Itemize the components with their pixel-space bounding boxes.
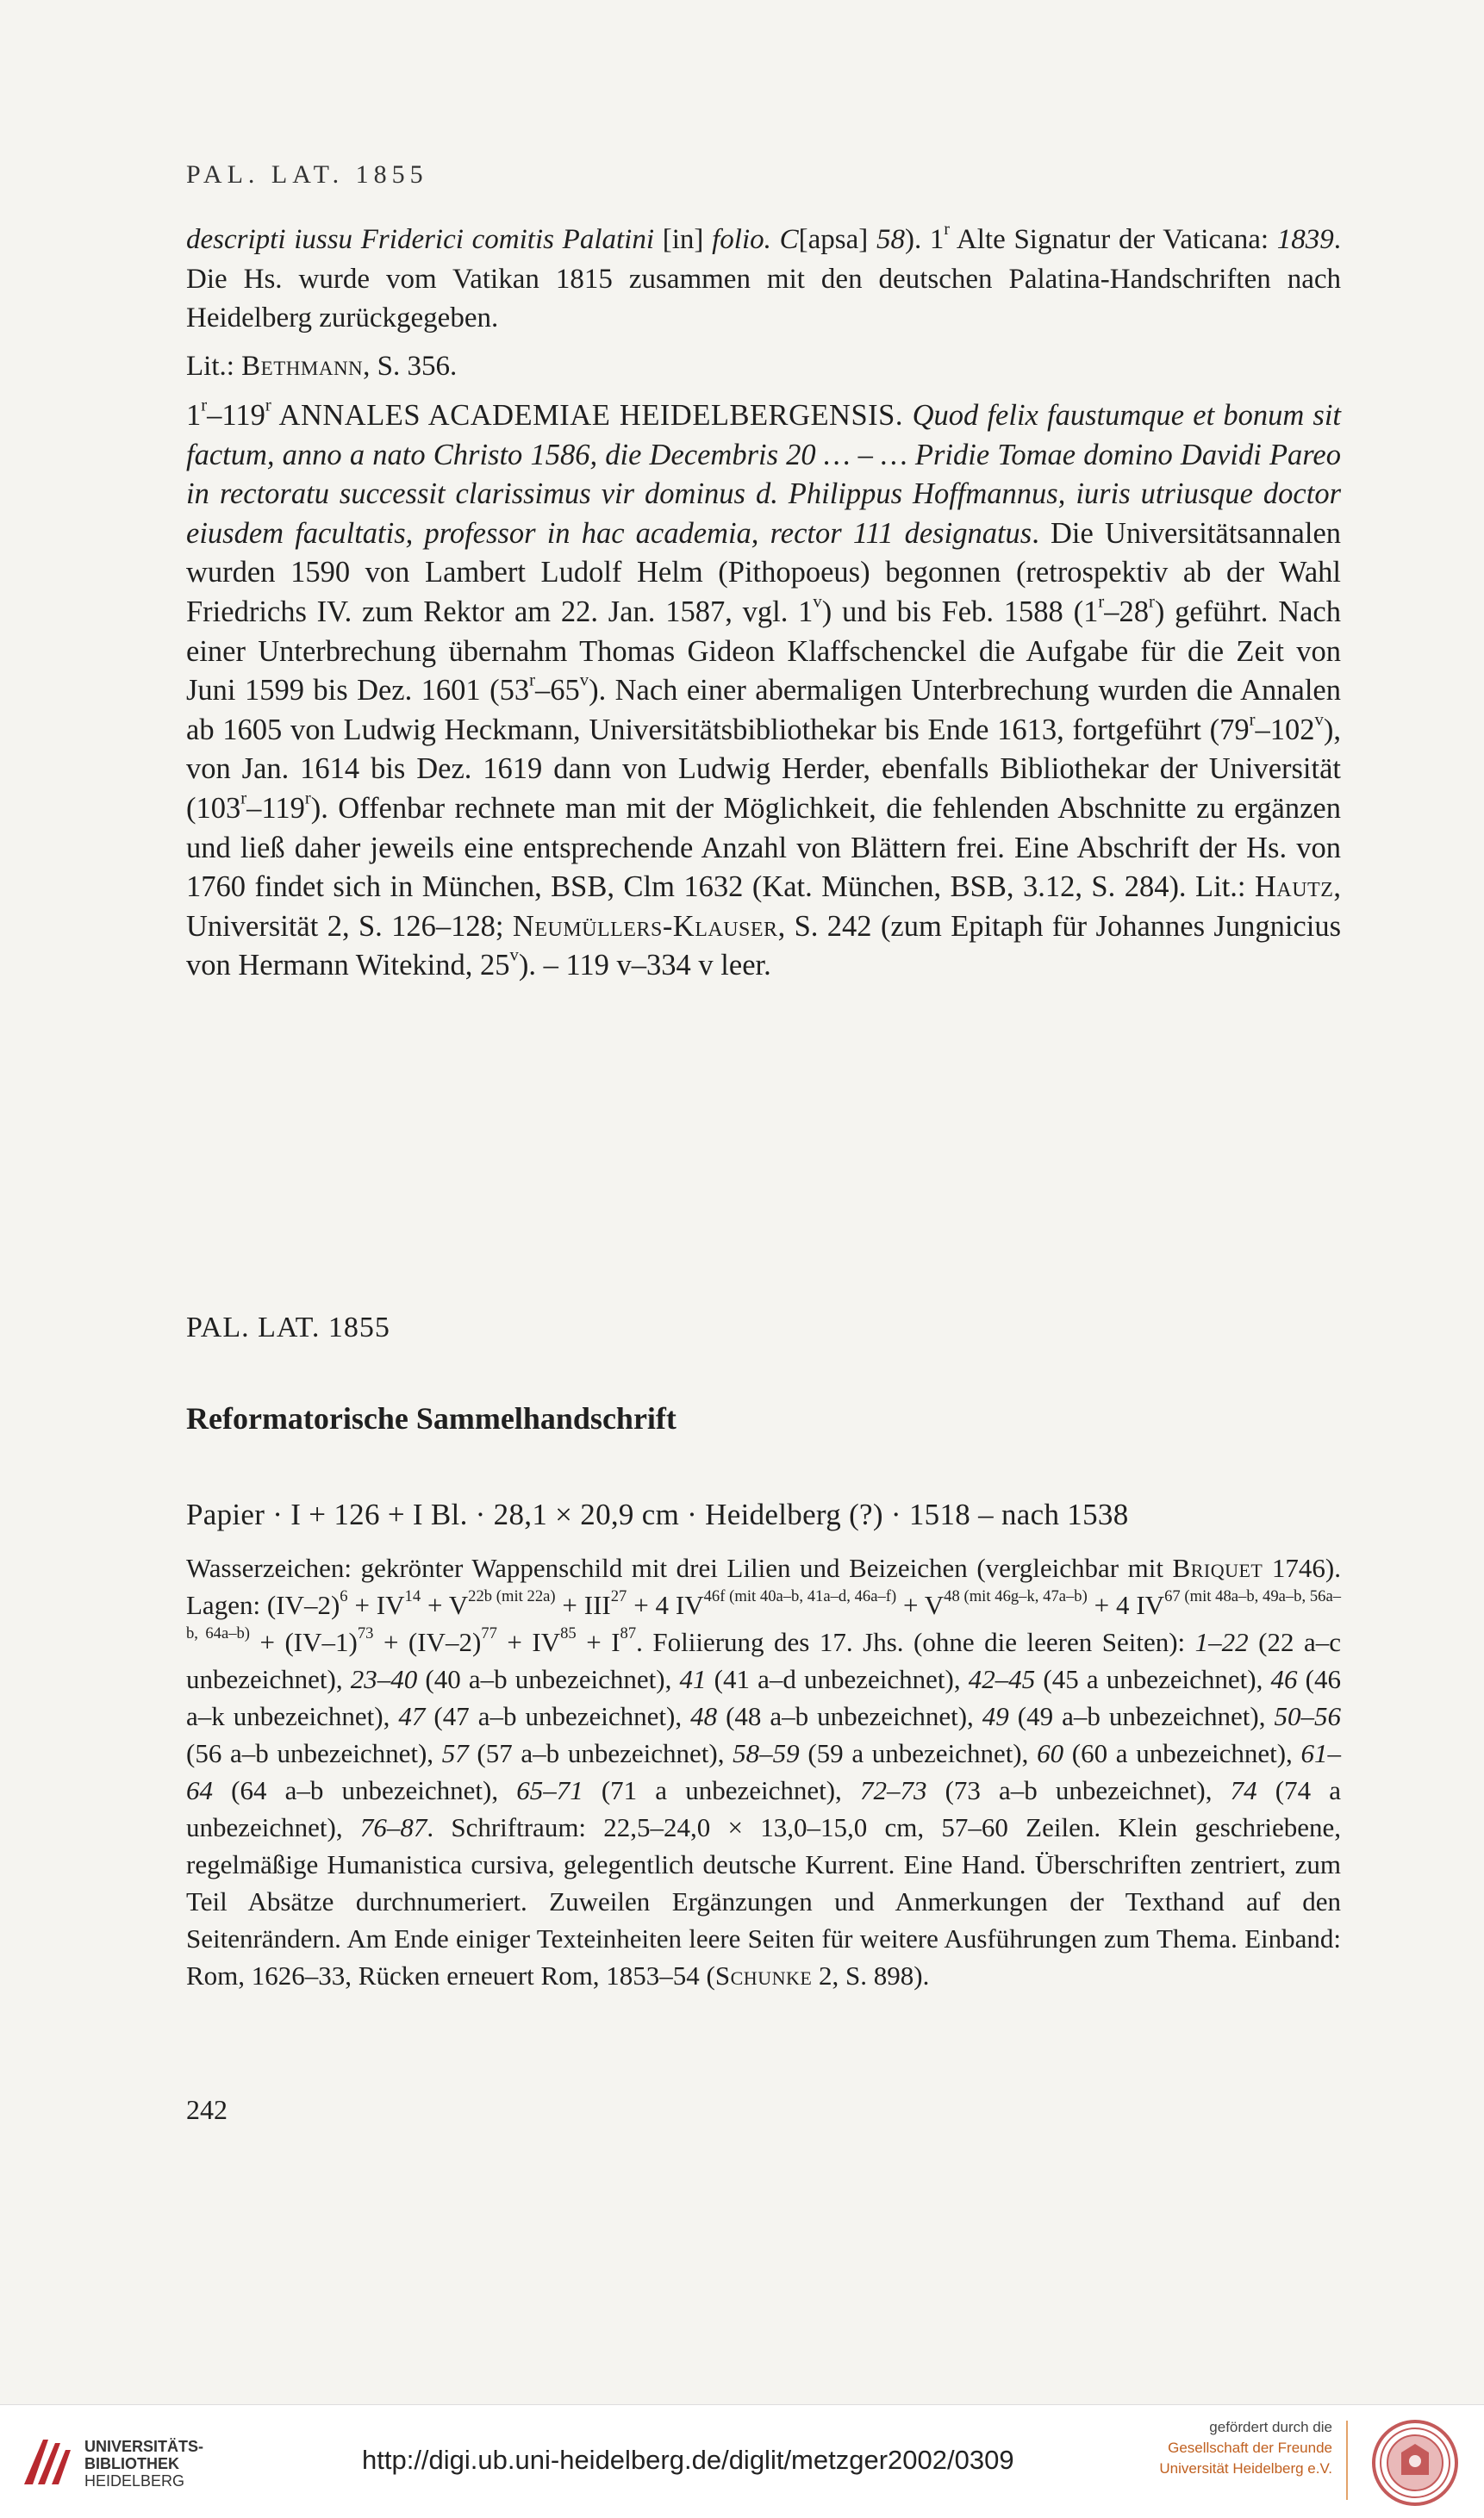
superscript-text: 67 (mit 48a–b, 49a–b, 56a–b, 64a–b)	[186, 1587, 1342, 1643]
text-run: (74 a unbezeichnet),	[186, 1775, 1342, 1842]
text-run: (57 a–b unbezeichnet),	[468, 1738, 733, 1768]
text-run: (73 a–b unbezeichnet),	[926, 1775, 1231, 1805]
text-run: 1	[186, 399, 202, 432]
text-run: + V	[896, 1590, 945, 1620]
text-run: , S. 242 (zum Epitaph für Johannes Jungnicius von Hermann Witekind, 25	[186, 909, 1342, 982]
text-run: C	[770, 224, 799, 255]
superscript-text: r	[1249, 710, 1256, 730]
text-run: (47 a–b unbezeichnet),	[425, 1701, 691, 1731]
text-run: 65–71	[516, 1775, 583, 1805]
text-run: 58–59	[733, 1738, 800, 1768]
annales-paragraph	[186, 396, 1341, 986]
text-run: –65	[535, 674, 580, 707]
text-run: (48 a–b unbezeichnet),	[717, 1701, 982, 1731]
text-run: Alte Signatur der Vaticana:	[950, 224, 1277, 255]
text-run: ). Offenbar rechnete man mit der Möglichkeit, die fehlenden Abschnitte zu ergänzen und ließ daher jeweils eine entsprechende Anzahl von Blättern frei. Eine Abschrift der Hs. von 1760 findet sich in München, BSB, Clm 1632 (Kat. München, BSB, 3.12, S. 284). Lit.:	[186, 791, 1341, 904]
text-run: (41 a–d unbezeichnet),	[706, 1664, 969, 1694]
superscript-text: r	[1098, 592, 1105, 612]
text-run: . Die Hs. wurde vom Vatikan 1815 zusammen mit den deutschen Palatina-Handschriften nach Heidelberg zurückgegeben.	[186, 224, 1341, 333]
text-run: 50–56	[1274, 1701, 1341, 1731]
lit-rest: , S. 356.	[363, 350, 458, 382]
previous-entry	[186, 221, 1341, 986]
text-run: folio.	[712, 224, 771, 255]
text-run: 42–45	[968, 1664, 1036, 1694]
superscript-text: 46f (mit 40a–b, 41a–d, 46a–f)	[703, 1587, 897, 1606]
superscript-text: 77	[481, 1624, 497, 1643]
text-run: Briquet	[1172, 1553, 1263, 1583]
permalink-url[interactable]: http://digi.ub.uni-heidelberg.de/diglit/metzger2002/0309	[362, 2445, 1014, 2475]
entry-heading: Reformatorische Sammelhandschrift	[186, 1401, 677, 1436]
sponsor-org: Gesellschaft der Freunde	[1168, 2440, 1332, 2456]
text-run: 46	[1270, 1664, 1298, 1694]
superscript-text: v	[813, 592, 822, 612]
text-run: ). – 119 v–334 v leer.	[518, 949, 771, 982]
text-run: + I	[576, 1627, 620, 1657]
sponsor-credit	[1159, 2417, 1332, 2479]
text-run: 2, S. 898).	[812, 1960, 930, 1991]
text-run: 57	[441, 1738, 469, 1768]
superscript-text: r	[529, 670, 535, 690]
text-run: + III	[555, 1590, 611, 1620]
text-run: 1–22	[1194, 1627, 1249, 1657]
superscript-text: v	[509, 945, 519, 965]
footer-divider	[1346, 2421, 1348, 2500]
text-run: Hautz	[1254, 870, 1334, 904]
text-run: Schunke	[714, 1960, 813, 1991]
superscript-text: 73	[357, 1624, 374, 1643]
entry-specs: Papier · I + 126 + I Bl. · 28,1 × 20,9 cm · Heidelberg (?) · 1518 – nach 1538	[186, 1498, 1129, 1531]
text-run: (22 a–c unbezeichnet),	[186, 1627, 1341, 1694]
text-run: 60	[1037, 1738, 1064, 1768]
text-run: [in]	[654, 224, 713, 255]
superscript-text: 27	[610, 1587, 627, 1606]
text-run: (60 a unbezeichnet),	[1063, 1738, 1301, 1768]
text-run: 1746). Lagen: (IV–2)	[186, 1553, 1341, 1620]
library-name	[84, 2438, 203, 2490]
text-run: 49	[982, 1701, 1009, 1731]
text-run: + (IV–2)	[373, 1627, 482, 1657]
text-run: Quod felix faustumque et bonum sit factum, anno a nato Christo 1586, die Decembris 20 … – … Pridie Tomae domino Davidi Pareo in rectoratu successit clarissimus vir dominus d. Philippus Hoffmannus, iuris utriusque doctor eiusdem facultatis, professor in hac academia, rector 111 designatus	[186, 399, 1342, 550]
text-run: –119	[246, 791, 305, 825]
ub-logo-icon[interactable]	[17, 2431, 78, 2491]
text-run: (46 a–k unbezeichnet),	[186, 1664, 1341, 1731]
text-run: ANNALES ACADEMIAE HEIDELBERGENSIS.	[271, 399, 913, 432]
text-run: Neumüllers-Klauser	[512, 909, 778, 943]
sponsor-org: Universität Heidelberg e.V.	[1159, 2460, 1332, 2477]
superscript-text: 6	[340, 1587, 348, 1606]
entry-note-paragraph	[186, 221, 1341, 339]
running-head: PAL. LAT. 1855	[186, 160, 428, 189]
entry-description	[186, 1549, 1341, 1994]
folio-sup: r	[944, 220, 951, 240]
library-line: BIBLIOTHEK	[84, 2455, 179, 2472]
description-paragraph	[186, 1549, 1341, 1994]
text-run: 47	[398, 1701, 426, 1731]
library-line: UNIVERSITÄTS-	[84, 2438, 204, 2455]
text-run: ), von Jan. 1614 bis Dez. 1619 dann von Ludwig Herder, ebenfalls Bibliothekar der Universität (103	[186, 713, 1341, 825]
text-run: (45 a unbezeichnet),	[1035, 1664, 1271, 1694]
text-run: 76–87	[359, 1812, 427, 1842]
text-run: 1839	[1276, 224, 1334, 255]
superscript-text: r	[304, 788, 311, 808]
text-run: descripti iussu Friderici comitis Palatini	[186, 224, 655, 255]
text-run: –102	[1255, 713, 1315, 746]
text-run: + (IV–1)	[249, 1627, 358, 1657]
text-run: 58	[876, 224, 905, 255]
text-run: (56 a–b unbezeichnet),	[186, 1738, 442, 1768]
text-run: 48	[690, 1701, 718, 1731]
text-run: . Schriftraum: 22,5–24,0 × 13,0–15,0 cm, 57–60 Zeilen. Klein geschriebene, regelmäßige Humanistica cursiva, gelegentlich deutsche Kurrent. Eine Hand. Überschriften zentriert, zum Teil Absätze durchnumeriert. Zuweilen Ergänzungen und Anmerkungen der Texthand auf den Seitenrändern. Am Ende einiger Texteinheiten leere Seiten für weitere Ausführungen zum Thema. Einband: Rom, 1626–33, Rücken erneuert Rom, 1853–54 (	[186, 1812, 1341, 1991]
superscript-text: r	[1148, 592, 1155, 612]
page-number: 242	[186, 2094, 228, 2125]
text-run: + 4 IV	[1087, 1590, 1165, 1620]
text-run: (64 a–b unbezeichnet),	[213, 1775, 517, 1805]
superscript-text: r	[201, 396, 208, 415]
superscript-text: v	[579, 670, 589, 690]
text-run: 41	[679, 1664, 707, 1694]
text-run: ). 1	[904, 224, 945, 255]
text-run: + 4 IV	[627, 1590, 704, 1620]
text-run: 23–40	[350, 1664, 418, 1694]
literature-line	[186, 347, 1341, 387]
text-run: 74	[1230, 1775, 1257, 1805]
text-run: –119	[207, 399, 265, 432]
university-seal-icon[interactable]	[1365, 2418, 1465, 2508]
footer-bar	[0, 2404, 1484, 2518]
superscript-text: 14	[404, 1587, 421, 1606]
text-run: ) geführt. Nach einer Unterbrechung übernahm Thomas Gideon Klaffschenckel die Aufgabe für die Zeit von Juni 1599 bis Dez. 1601 (53	[186, 595, 1341, 707]
text-run: , Universität 2, S. 126–128;	[186, 870, 1341, 943]
text-run: ). Nach einer abermaligen Unterbrechung wurden die Annalen ab 1605 von Ludwig Heckmann, Universitätsbibliothekar bis Ende 1613, fortgeführt (79	[186, 674, 1341, 746]
text-run: Wasserzeichen: gekrönter Wappenschild mit drei Lilien und Beizeichen (vergleichbar mit	[186, 1553, 1173, 1583]
lit-author: Bethmann	[241, 350, 364, 382]
text-run: . Foliierung des 17. Jhs. (ohne die leeren Seiten):	[636, 1627, 1195, 1657]
text-run: + V	[421, 1590, 469, 1620]
superscript-text: 87	[620, 1624, 637, 1643]
text-run: (71 a unbezeichnet),	[583, 1775, 860, 1805]
superscript-text: r	[240, 788, 247, 808]
text-run: . Die Universitätsannalen wurden 1590 von Lambert Ludolf Helm (Pithopoeus) begonnen (retrospektiv ab der Wahl Friedrichs IV. zum Rektor am 22. Jan. 1587, vgl. 1	[186, 516, 1342, 628]
superscript-text: 22b (mit 22a)	[468, 1587, 556, 1606]
text-run: (59 a unbezeichnet),	[799, 1738, 1038, 1768]
text-run: + IV	[496, 1627, 561, 1657]
library-line: HEIDELBERG	[84, 2472, 185, 2490]
superscript-text: r	[265, 396, 271, 415]
text-run: (49 a–b unbezeichnet),	[1008, 1701, 1275, 1731]
text-run: 61–64	[186, 1738, 1341, 1805]
text-run: 72–73	[859, 1775, 927, 1805]
lit-label: Lit.:	[186, 350, 242, 382]
sponsor-label: gefördert durch die	[1209, 2419, 1332, 2435]
entry-shelfmark: PAL. LAT. 1855	[186, 1312, 390, 1343]
superscript-text: 85	[560, 1624, 577, 1643]
superscript-text: 48 (mit 46g–k, 47a–b)	[944, 1587, 1088, 1606]
text-run: + IV	[347, 1590, 405, 1620]
text-run: –28	[1104, 595, 1149, 628]
superscript-text: v	[1314, 710, 1324, 730]
text-run: (40 a–b unbezeichnet),	[417, 1664, 680, 1694]
text-run: ) und bis Feb. 1588 (1	[821, 595, 1099, 628]
text-run: [apsa]	[798, 224, 876, 255]
